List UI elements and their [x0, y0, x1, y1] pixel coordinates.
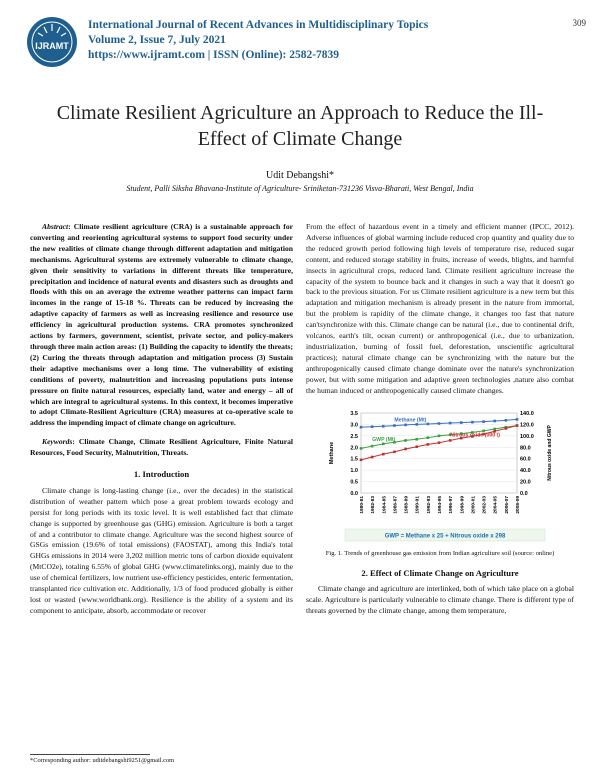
y2-tick-label: 100.0	[520, 433, 534, 440]
series-label: GWP (Mt)	[372, 436, 396, 443]
y2-tick-label: 140.0	[520, 410, 534, 417]
data-point	[438, 441, 441, 444]
journal-volume: Volume 2, Issue 7, July 2021	[88, 34, 226, 46]
introduction-text: Climate change is long-lasting change (i.e., over the decades) in the statistical distribution of weather pattern which pose a great problem towards ecology and persist for long periods with its toxic level. It is well established fact that climate change is supported by greenhouse gas (GHG) emission. Agriculture is both a target of and a contributor to climate change. Agriculture was the second highest source of GSGs emission (19.6% of total emissions) (FAOSTAT), among this India's total GHGs emissions in 2014 were 3,202 million metric tons of carbon dioxide equivalent (MtCO2e), totaling 6.55% of global GHG (www.climatelinks.org), mainly due to the use of chemical fertilizers, low nutrient use-efficiency pesticides, enteric fermentation, transplanted rice cultivation etc. Additionally, 1/3 of food produced globally is either lost or wasted (www.worldbank.org). Resilience is the ability of a system and its component to anticipate, absorb, accommodate or recover	[30, 485, 294, 615]
journal-logo	[26, 16, 78, 68]
x-tick-label: 2008-09	[516, 495, 521, 514]
abstract	[30, 222, 293, 429]
data-point	[516, 418, 519, 421]
x-tick-label: 2006-07	[504, 495, 510, 514]
x-tick-label: 1996-97	[449, 495, 455, 514]
data-point	[415, 445, 418, 448]
data-point	[371, 455, 374, 458]
y-tick-label: 3.0	[350, 421, 358, 428]
data-point	[393, 424, 396, 427]
x-tick-label: 1980-81	[360, 495, 365, 514]
data-point	[449, 439, 452, 442]
section-heading-introduction: 1. Introduction	[133, 469, 190, 480]
data-point	[393, 450, 396, 453]
data-point	[415, 437, 418, 440]
data-point	[427, 436, 430, 439]
data-point	[505, 419, 508, 422]
y-tick-label: 1.0	[350, 467, 358, 474]
right-column	[306, 222, 574, 617]
keywords-label: Keywords	[42, 437, 73, 447]
author-name: Udit Debangshi*	[265, 170, 335, 181]
y-tick-label: 0.5	[350, 479, 358, 486]
data-point	[382, 424, 385, 427]
data-point	[449, 421, 452, 424]
y-tick-label: 1.5	[350, 456, 358, 463]
figure-caption: Fig. 1. Trends of greenhouse gas emission from Indian agriculture soil (source: online)	[325, 549, 555, 557]
data-point	[427, 422, 430, 425]
y2-tick-label: 20.0	[520, 479, 531, 486]
footnote: *Corresponding author: uditdebangshi9251@gmail.com	[30, 757, 175, 764]
data-point	[438, 422, 441, 425]
data-point	[505, 427, 508, 430]
data-point	[382, 452, 385, 455]
left-column	[30, 222, 293, 617]
data-point	[360, 425, 363, 428]
data-point	[404, 447, 407, 450]
x-tick-label: 2000-01	[471, 495, 477, 514]
y-tick-label: 3.5	[350, 410, 358, 417]
x-tick-label: 1982-83	[371, 495, 377, 514]
y-tick-label: 0.0	[350, 490, 358, 497]
y2-tick-label: 120.0	[520, 421, 534, 428]
y-tick-label: 2.5	[350, 433, 358, 440]
journal-url-issn: https://www.ijramt.com | ISSN (Online): 2582-7839	[88, 49, 340, 61]
x-tick-label: 1990-91	[415, 495, 421, 514]
x-tick-label: 1998-99	[460, 495, 466, 514]
effect-text: Climate change and agriculture are interlinked, both of which take place on a global scale. Agriculture is particularly vulnerable to climate change. There is different type of threats governed by the climate change, among them temperature,	[306, 584, 574, 616]
data-point	[482, 420, 485, 423]
y2-axis-label: Nitrous oxide and GWP	[547, 424, 553, 481]
data-point	[371, 444, 374, 447]
data-point	[427, 443, 430, 446]
data-point	[371, 425, 374, 428]
keywords	[30, 437, 293, 459]
data-point	[360, 458, 363, 461]
x-tick-label: 1984-85	[382, 495, 388, 514]
y2-tick-label: 40.0	[520, 467, 531, 474]
series-label: Methane (Mt)	[394, 417, 427, 424]
svg-text:IJRAMT: IJRAMT	[35, 41, 69, 51]
resilience-paragraph: From the effect of hazardous event in a timely and efficient manner (IPCC, 2012). Adverse influences of global warming include reduced crop quantity and quality due to the reduced growth period following high levels of temperature rise, reduced sugar content, and reduced storage stability in fruits, increase of weeds, blights, and harmful insects in agricultural crops, reduced land. Climate resilient agriculture increase the capacity of the system to bounce back and it changes in such a way that it doesn't go back to the previous situation. For us Climate resilient agriculture is a new term but this adaptation and mitigation mechanism is already present in the nature from immortal, but the problem is rapidity of the climate change, it changes too fast that nature can'tsynchronize with this. Climate change can be natural (i.e., due to continental drift, volcanos, earth's tilt, ocean current) or anthropogenical (i.e., due to urbanization, industrialization, burning of fossil fuel, deforestation, unscientific agricultural practices); natural climate change can be synchronizing with the nature but the anthropogenically caused climate change dominate over the nature's synchronization power, but with some mitigation and adaptive green technologies ,nature also combat the human induced or anthropogenically caused climate changes.	[306, 222, 574, 395]
author-affiliation: Student, Palli Siksha Bhavana-Institute of Agriculture- Sriniketan-731236 Visva-Bharati, West Bengal, India	[126, 184, 474, 193]
data-point	[404, 439, 407, 442]
data-point	[460, 421, 463, 424]
journal-name: International Journal of Recent Advances in Multidisciplinary Topics	[88, 19, 429, 31]
keywords-text: : Climate Change, Climate Resilient Agriculture, Finite Natural Resources, Food Security, Malnutrition, Threats.	[30, 437, 293, 458]
data-point	[438, 434, 441, 437]
y2-tick-label: 80.0	[520, 444, 531, 451]
x-tick-label: 1986-87	[393, 495, 399, 514]
x-tick-label: 2002-03	[482, 495, 488, 514]
data-point	[516, 424, 519, 427]
data-point	[493, 427, 496, 430]
abstract-label: Abstract	[42, 222, 69, 231]
data-point	[493, 419, 496, 422]
abstract-text: : Climate resilient agriculture (CRA) is a sustainable approach for converting and reorienting agricultural systems to support food security under the new realities of climate change through different adaptation and mitigation mechanisms. Agricultural systems are extremely vulnerable to climate change, given their sensitivity to variations in different threats like temperature, precipitation and incidence of natural events and disasters such as droughts and floods with this on an average the extreme weather patterns can impact farm incomes in the range of 15-18 %. Threats can be reduced by increasing the adaptive capacity of farmers as well as increasing resilience and resource use efficiency in agricultural production systems. CRA promotes synchronized actions by farmers, government, scientist, private sector, and policy-makers through three main action areas: (1) Building the capacity to identify the threats; (2) Curing the threats through adaptation and mitigation process (3) Sustain their adaptive mechanisms over a long time. The vulnerability of existing conditions of poverty, malnutrition and increasing populations puts intense pressure on finite natural resources, especially land, water and energy – all of which are integral to agricultural systems. In this context, it becomes imperative to adopt Climate-Resilient Agriculture (CRA) measures at co-operative scale to address the impending impact of climate change on agriculture.	[30, 222, 293, 428]
page-number: 309	[572, 18, 586, 28]
section-heading-effect: 2. Effect of Climate Change on Agriculture	[361, 567, 519, 578]
data-point	[360, 447, 363, 450]
journal-header	[26, 16, 586, 72]
ghg-chart-svg	[325, 405, 555, 545]
series-label: Nitrous oxide (000 t)	[450, 431, 501, 438]
paper-title: Climate Resilient Agriculture an Approach to Reduce the Ill-Effect of Climate Change	[56, 102, 544, 150]
y-tick-label: 2.0	[350, 444, 358, 451]
gwp-formula: GWP = Methane x 25 + Nitrous oxide x 298	[384, 533, 506, 539]
y-axis-label: Methane	[329, 441, 335, 464]
ghg-chart	[325, 405, 555, 545]
footnote-rule	[30, 754, 150, 755]
x-tick-label: 1994-95	[438, 495, 443, 514]
x-tick-label: 2004-05	[493, 495, 499, 514]
x-tick-label: 1988-89	[404, 495, 410, 514]
data-point	[471, 420, 474, 423]
y2-tick-label: 60.0	[520, 456, 531, 463]
x-tick-label: 1992-93	[426, 495, 432, 514]
y2-tick-label: 0.0	[520, 490, 528, 497]
data-point	[404, 423, 407, 426]
